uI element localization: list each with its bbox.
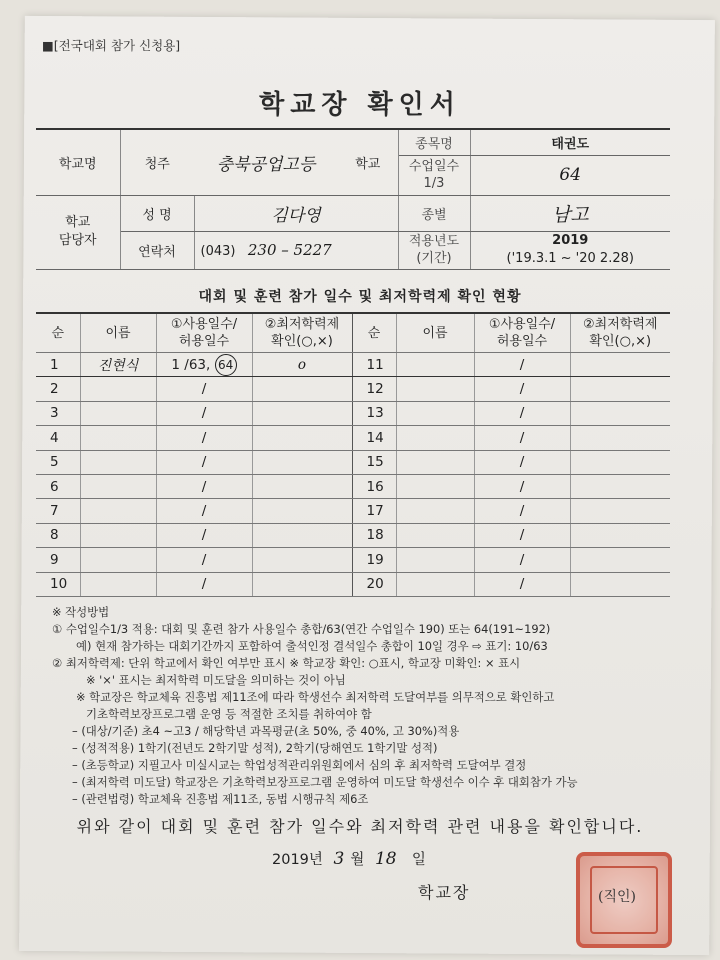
row-no: 16: [352, 474, 396, 498]
col-header-min: ②최저학력제 확인(○,×): [252, 313, 352, 353]
row-name: [80, 377, 156, 401]
table-row: [36, 450, 670, 474]
contact-phone: (043) 230 – 5227: [194, 231, 398, 269]
form-tag: ■[전국대회 참가 신청용]: [42, 38, 181, 53]
row-name: [80, 426, 156, 450]
row-name: [396, 474, 474, 498]
table-row: [36, 523, 670, 547]
row-days: /: [474, 548, 570, 572]
row-name: [396, 450, 474, 474]
confirmation-text: 위와 같이 대회 및 훈련 참가 일수와 최저학력 관련 내용을 확인합니다.: [76, 817, 644, 836]
row-name: [80, 474, 156, 498]
row-no: 2: [36, 377, 80, 401]
row-min-check: [570, 450, 670, 474]
school-name: 충북공업고등: [194, 129, 338, 195]
table-row: [36, 548, 670, 572]
row-name: [80, 523, 156, 547]
period-label: 적용년도 (기간): [398, 231, 470, 269]
row-min-check: [570, 499, 670, 523]
row-days: /: [156, 377, 252, 401]
event-label: 종목명: [398, 129, 470, 155]
row-days: /: [474, 523, 570, 547]
school-label: 학교명: [36, 129, 120, 195]
table-row: [36, 401, 670, 425]
staff-label: 학교 담당자: [36, 195, 120, 269]
contact-label: 연락처: [120, 231, 194, 269]
row-min-check: [570, 353, 670, 377]
school-suffix: 학교: [338, 129, 398, 195]
table-row: [36, 377, 670, 401]
col-header-days: ①사용일수/ 허용일수: [156, 313, 252, 353]
table-row: [36, 426, 670, 450]
document-date: 2019년 3 월 18 일: [272, 849, 426, 869]
info-table: [36, 128, 670, 270]
row-no: 8: [36, 523, 80, 547]
event-value: 태권도: [470, 129, 670, 155]
row-min-check: [252, 572, 352, 596]
row-name: [80, 401, 156, 425]
row-min-check: [252, 499, 352, 523]
row-name: [80, 548, 156, 572]
row-min-check: [252, 426, 352, 450]
row-min-check: [570, 523, 670, 547]
row-no: 11: [352, 353, 396, 377]
row-min-check: [252, 450, 352, 474]
row-min-check: [570, 401, 670, 425]
note-line: – (대상/기준) 초4 ~고3 / 해당학년 과목평균(초 50%, 중 40%, 고 30%)적용: [72, 724, 460, 738]
row-min-check: [252, 401, 352, 425]
col-header-min: ②최저학력제 확인(○,×): [570, 313, 670, 353]
row-min-check: o: [252, 353, 352, 377]
row-min-check: [252, 523, 352, 547]
instructions: [52, 604, 692, 808]
note-line: ※ 작성방법: [52, 605, 110, 619]
row-name: [396, 572, 474, 596]
class-days-value: 64: [470, 155, 670, 195]
row-name: [396, 353, 474, 377]
note-line: ② 최저학력제: 단위 학교에서 확인 여부만 표시 ※ 학교장 확인: ○표시, 학교장 미확인: × 표시: [52, 656, 521, 670]
row-name: [396, 523, 474, 547]
row-min-check: [570, 474, 670, 498]
row-days: /: [474, 499, 570, 523]
staff-name: 김다영: [194, 195, 398, 231]
row-days: /: [156, 572, 252, 596]
note-line: 예) 현재 참가하는 대회기간까지 포함하여 출석인정 결석일수 총합이 10일 경우 ⇨ 표기: 10/63: [76, 639, 548, 653]
note-line: ① 수업일수1/3 적용: 대회 및 훈련 참가 사용일수 총합/63(연간 수업일수 190) 또는 64(191~192): [52, 622, 551, 636]
principal-label: 학교장: [418, 883, 471, 902]
table-row: [36, 499, 670, 523]
row-days: /: [474, 377, 570, 401]
row-days: /: [156, 426, 252, 450]
row-days: /: [156, 499, 252, 523]
col-header-name: 이름: [396, 313, 474, 353]
row-days: /: [474, 474, 570, 498]
row-no: 12: [352, 377, 396, 401]
row-name: [396, 426, 474, 450]
row-no: 4: [36, 426, 80, 450]
table-row: [36, 353, 670, 377]
row-no: 7: [36, 499, 80, 523]
row-no: 19: [352, 548, 396, 572]
row-days: /: [474, 572, 570, 596]
row-min-check: [570, 377, 670, 401]
category-value: 남고: [470, 195, 670, 231]
row-days: /: [474, 426, 570, 450]
row-no: 5: [36, 450, 80, 474]
row-min-check: [252, 377, 352, 401]
row-no: 3: [36, 401, 80, 425]
row-name: [80, 499, 156, 523]
row-no: 17: [352, 499, 396, 523]
row-min-check: [570, 548, 670, 572]
class-days-label: 수업일수 1/3: [398, 155, 470, 195]
note-line: ※ '×' 표시는 최저학력 미도달을 의미하는 것이 아님: [86, 673, 346, 687]
col-header-days: ①사용일수/ 허용일수: [474, 313, 570, 353]
row-days: /: [156, 523, 252, 547]
row-no: 10: [36, 572, 80, 596]
row-name: [396, 548, 474, 572]
document-title: 학교장 확인서: [259, 90, 461, 120]
row-no: 9: [36, 548, 80, 572]
period-value: 2019 ('19.3.1 ~ '20 2.28): [470, 231, 670, 269]
note-line: – (초등학교) 지필고사 미실시교는 학업성적관리위원회에서 심의 후 최저학력 도달여부 결정: [72, 758, 527, 772]
col-header-no: 순: [352, 313, 396, 353]
row-name: [396, 499, 474, 523]
row-no: 15: [352, 450, 396, 474]
row-days: /: [156, 474, 252, 498]
note-line: – (관련법령) 학교체육 진흥법 제11조, 동법 시행규칙 제6조: [72, 792, 369, 806]
note-line: ※ 학교장은 학교체육 진흥법 제11조에 따라 학생선수 최저학력 도달여부를 의무적으로 확인하고: [76, 690, 555, 704]
row-days: /: [156, 401, 252, 425]
row-days: /: [156, 548, 252, 572]
row-no: 18: [352, 523, 396, 547]
row-name: [396, 401, 474, 425]
table-row: [36, 572, 670, 596]
row-min-check: [252, 474, 352, 498]
row-days: /: [156, 450, 252, 474]
row-days: 1 /63, 64: [156, 353, 252, 377]
row-name: 진현식: [80, 353, 156, 377]
row-name: [80, 450, 156, 474]
school-region: 청주: [120, 129, 194, 195]
row-days: /: [474, 401, 570, 425]
section-title: 대회 및 훈련 참가 일수 및 최저학력제 확인 현황: [198, 289, 522, 305]
staff-name-label: 성 명: [120, 195, 194, 231]
row-min-check: [570, 572, 670, 596]
row-no: 6: [36, 474, 80, 498]
note-line: – (최저학력 미도달) 학교장은 기초학력보장프로그램 운영하여 미도달 학생선수 이수 후 대회참가 가능: [72, 775, 578, 789]
note-line: – (성적적용) 1학기(전년도 2학기말 성적), 2학기(당해연도 1학기말 성적): [72, 741, 438, 755]
row-no: 13: [352, 401, 396, 425]
row-no: 1: [36, 353, 80, 377]
row-no: 14: [352, 426, 396, 450]
row-min-check: [252, 548, 352, 572]
row-name: [396, 377, 474, 401]
row-days: /: [474, 450, 570, 474]
note-line: 기초학력보장프로그램 운영 등 적절한 조치를 취하여야 함: [86, 707, 372, 721]
table-row: [36, 474, 670, 498]
col-header-name: 이름: [80, 313, 156, 353]
circled-allowed-days: 64: [215, 354, 237, 376]
category-label: 종별: [398, 195, 470, 231]
seal-label: (직인): [598, 889, 636, 905]
row-days: /: [474, 353, 570, 377]
row-no: 20: [352, 572, 396, 596]
row-name: [80, 572, 156, 596]
col-header-no: 순: [36, 313, 80, 353]
row-min-check: [570, 426, 670, 450]
participation-table: [36, 312, 670, 597]
